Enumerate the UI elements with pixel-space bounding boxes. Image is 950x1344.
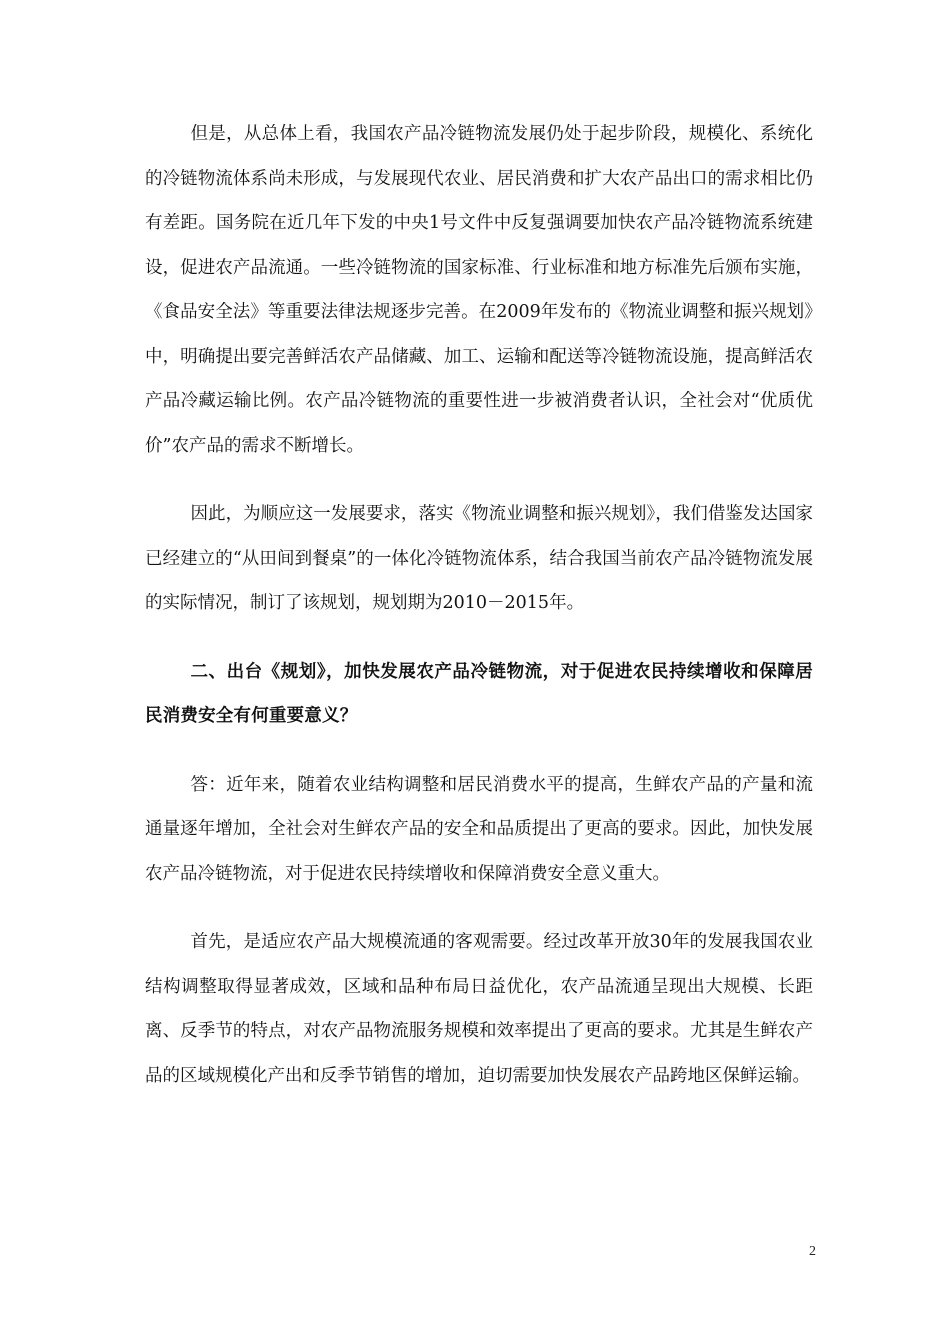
- paragraph-plan-purpose: 因此，为顺应这一发展要求，落实《物流业调整和振兴规划》，我们借鉴发达国家已经建立的“从田间到餐桌”的一体化冷链物流体系，结合我国当前农产品冷链物流发展的实际情况，制订了该规划，规划期为2010－2015年。: [145, 504, 813, 613]
- paragraph-development-status: 但是，从总体上看，我国农产品冷链物流发展仍处于起步阶段，规模化、系统化的冷链物流体系尚未形成，与发展现代农业、居民消费和扩大农产品出口的需求相比仍有差距。国务院在近几年下发的中央1号文件中反复强调要加快农产品冷链物流系统建设，促进农产品流通。一些冷链物流的国家标准、行业标准和地方标准先后颁布实施，《食品安全法》等重要法律法规逐步完善。在2009年发布的《物流业调整和振兴规划》中，明确提出要完善鲜活农产品储藏、加工、运输和配送等冷链物流设施，提高鲜活农产品冷藏运输比例。农产品冷链物流的重要性进一步被消费者认识，全社会对“优质优价”农产品的需求不断增长。: [145, 124, 813, 456]
- document-body: [145, 112, 813, 1122]
- page-number: 2: [809, 1244, 816, 1259]
- paragraph-first-reason: 首先，是适应农产品大规模流通的客观需要。经过改革开放30年的发展我国农业结构调整取得显著成效，区域和品种布局日益优化，农产品流通呈现出大规模、长距离、反季节的特点，对农产品物流服务规模和效率提出了更高的要求。尤其是生鲜农产品的区域规模化产出和反季节销售的增加，迫切需要加快发展农产品跨地区保鲜运输。: [145, 932, 813, 1086]
- section-heading-significance: 二、出台《规划》，加快发展农产品冷链物流，对于促进农民持续增收和保障居民消费安全有何重要意义？: [145, 661, 813, 726]
- paragraph-answer-intro: 答：近年来，随着农业结构调整和居民消费水平的提高，生鲜农产品的产量和流通量逐年增加，全社会对生鲜农产品的安全和品质提出了更高的要求。因此，加快发展农产品冷链物流，对于促进农民持续增收和保障消费安全意义重大。: [145, 774, 813, 884]
